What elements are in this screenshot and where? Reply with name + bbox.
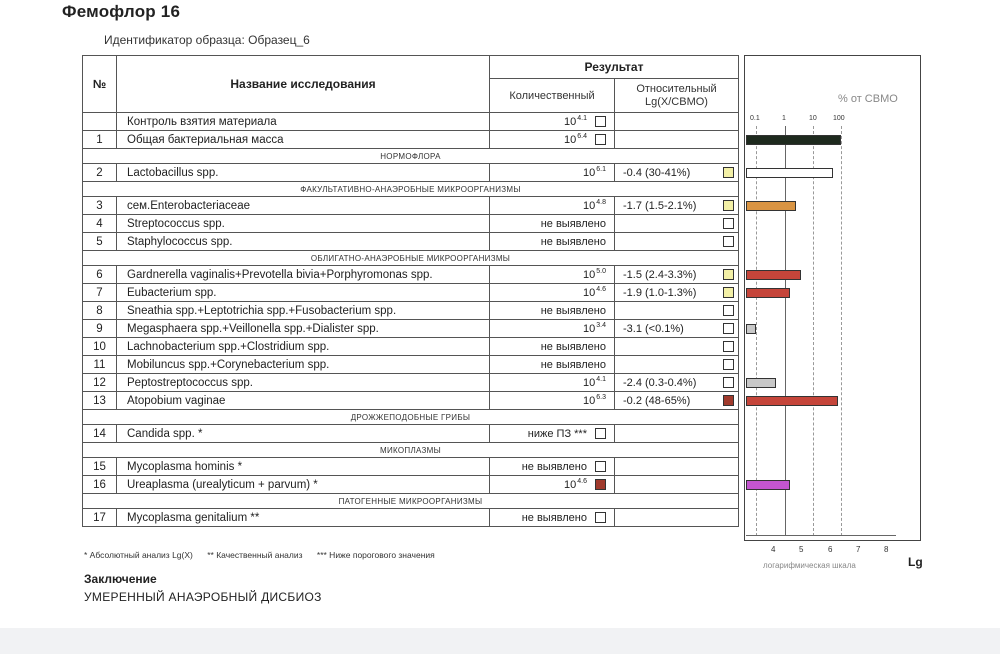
section-pathogenic: ПАТОГЕННЫЕ МИКРООРГАНИЗМЫ: [83, 494, 739, 509]
row-quantitative: не выявлено: [490, 215, 615, 233]
row-name: Atopobium vaginae: [117, 392, 490, 410]
footnotes: [84, 550, 447, 560]
row-relative: -2.4 (0.3-0.4%): [615, 374, 739, 392]
bar: [746, 324, 756, 334]
checkbox-icon: [595, 134, 606, 145]
row-relative: [615, 113, 739, 131]
row-relative: -0.4 (30-41%): [615, 164, 739, 182]
bar: [746, 270, 801, 280]
yellow-marker-icon: [723, 167, 734, 178]
row-quantitative: $10^{4.8}$: [490, 197, 615, 215]
bar: [746, 288, 790, 298]
table-row: [83, 458, 739, 476]
row-number: 13: [83, 392, 117, 410]
row-relative: [615, 215, 739, 233]
x-tick: 4: [771, 545, 776, 554]
pct-tick: 1: [782, 115, 786, 122]
row-number: 10: [83, 338, 117, 356]
row-number: 3: [83, 197, 117, 215]
lg-axis-label: Lg: [908, 555, 923, 569]
section-facultative: ФАКУЛЬТАТИВНО-АНАЭРОБНЫЕ МИКРООРГАНИЗМЫ: [83, 182, 739, 197]
header-relative-line1: Относительный: [636, 82, 717, 95]
bar: [746, 201, 796, 211]
row-quantitative: ниже ПЗ ***: [490, 425, 615, 443]
row-quantitative: не выявлено: [490, 509, 615, 527]
row-name: Lactobacillus spp.: [117, 164, 490, 182]
row-name: Sneathia spp.+Leptotrichia spp.+Fusobacterium spp.: [117, 302, 490, 320]
results-table: [82, 55, 739, 527]
footnote-absolute: * Абсолютный анализ Lg(X): [84, 550, 193, 560]
yellow-marker-icon: [723, 287, 734, 298]
row-relative: [615, 509, 739, 527]
checkbox-icon: [723, 341, 734, 352]
row-name: Mobiluncus spp.+Corynebacterium spp.: [117, 356, 490, 374]
table-row: [83, 113, 739, 131]
row-relative: -0.2 (48-65%): [615, 392, 739, 410]
row-number: 16: [83, 476, 117, 494]
row-relative: [615, 131, 739, 149]
row-number: [83, 113, 117, 131]
bar: [746, 480, 790, 490]
row-number: 11: [83, 356, 117, 374]
checkbox-icon: [723, 377, 734, 388]
row-relative: [615, 476, 739, 494]
gridline: [756, 126, 757, 536]
checkbox-icon: [595, 512, 606, 523]
bottom-strip: [0, 628, 1000, 654]
table-row: [83, 284, 739, 302]
row-quantitative: не выявлено: [490, 356, 615, 374]
bar: [746, 378, 776, 388]
row-relative: [615, 338, 739, 356]
lg-graph-panel: [744, 55, 921, 541]
report-title: Фемофлор 16: [62, 2, 181, 21]
row-name: Mycoplasma genitalium **: [117, 509, 490, 527]
checkbox-icon: [595, 428, 606, 439]
row-relative: -3.1 (<0.1%): [615, 320, 739, 338]
checkbox-icon: [723, 359, 734, 370]
row-relative: -1.5 (2.4-3.3%): [615, 266, 739, 284]
header-relative-line2: Lg(X/CBMO): [645, 95, 708, 108]
row-quantitative: $10^{4.6}$: [490, 284, 615, 302]
row-name: Eubacterium spp.: [117, 284, 490, 302]
sample-identifier: Идентификатор образца: Образец_6: [104, 33, 310, 47]
row-quantitative: не выявлено: [490, 338, 615, 356]
row-number: 17: [83, 509, 117, 527]
x-tick: 5: [799, 545, 804, 554]
bar: [746, 168, 833, 178]
row-number: 2: [83, 164, 117, 182]
row-quantitative: $10^{4.1}$: [490, 113, 615, 131]
row-quantitative: $10^{4.6}$: [490, 476, 615, 494]
row-quantitative: не выявлено: [490, 233, 615, 251]
section-yeast: ДРОЖЖЕПОДОБНЫЕ ГРИБЫ: [83, 410, 739, 425]
x-tick: 8: [884, 545, 889, 554]
pct-tick: 10: [809, 115, 817, 122]
header-number: №: [83, 56, 117, 113]
table-row: [83, 392, 739, 410]
row-name: Candida spp. *: [117, 425, 490, 443]
row-name: Lachnobacterium spp.+Clostridium spp.: [117, 338, 490, 356]
table-row: [83, 425, 739, 443]
row-number: 15: [83, 458, 117, 476]
row-quantitative: $10^{4.1}$: [490, 374, 615, 392]
row-number: 9: [83, 320, 117, 338]
row-relative: [615, 302, 739, 320]
x-axis-line: [746, 535, 896, 536]
checkbox-icon: [723, 218, 734, 229]
table-row: [83, 266, 739, 284]
header-result: Результат: [490, 56, 739, 79]
row-number: 14: [83, 425, 117, 443]
table-row: [83, 302, 739, 320]
pct-tick: 0.1: [750, 115, 760, 122]
checkbox-icon: [723, 323, 734, 334]
row-relative: [615, 356, 739, 374]
checkbox-icon: [595, 461, 606, 472]
checkbox-icon: [595, 116, 606, 127]
row-number: 12: [83, 374, 117, 392]
row-name: Megasphaera spp.+Veillonella spp.+Dialister spp.: [117, 320, 490, 338]
x-tick: 6: [828, 545, 833, 554]
row-quantitative: не выявлено: [490, 302, 615, 320]
row-number: 6: [83, 266, 117, 284]
row-name: Gardnerella vaginalis+Prevotella bivia+Porphyromonas spp.: [117, 266, 490, 284]
row-number: 5: [83, 233, 117, 251]
row-relative: -1.9 (1.0-1.3%): [615, 284, 739, 302]
gridline: [785, 126, 786, 536]
table-row: [83, 476, 739, 494]
header-quantitative: Количественный: [490, 79, 615, 113]
row-relative: [615, 233, 739, 251]
table-row: [83, 320, 739, 338]
row-relative: [615, 458, 739, 476]
row-quantitative: $10^{5.0}$: [490, 266, 615, 284]
row-name: Staphylococcus spp.: [117, 233, 490, 251]
pct-tick: 100: [833, 115, 845, 122]
row-number: 1: [83, 131, 117, 149]
row-number: 7: [83, 284, 117, 302]
row-number: 8: [83, 302, 117, 320]
section-normoflora: НОРМОФЛОРА: [83, 149, 739, 164]
header-test-name: Название исследования: [117, 56, 490, 113]
section-obligate: ОБЛИГАТНО-АНАЭРОБНЫЕ МИКРООРГАНИЗМЫ: [83, 251, 739, 266]
table-row: [83, 197, 739, 215]
row-name: Общая бактериальная масса: [117, 131, 490, 149]
log-scale-label: логарифмическая шкала: [763, 561, 856, 570]
gridline: [841, 126, 842, 536]
table-row: [83, 374, 739, 392]
row-relative: [615, 425, 739, 443]
section-mycoplasma: МИКОПЛАЗМЫ: [83, 443, 739, 458]
red-marker-icon: [723, 395, 734, 406]
table-row: [83, 338, 739, 356]
row-name: Ureaplasma (urealyticum + parvum) *: [117, 476, 490, 494]
bar: [746, 396, 838, 406]
header-relative: [615, 79, 739, 113]
yellow-marker-icon: [723, 269, 734, 280]
row-relative: -1.7 (1.5-2.1%): [615, 197, 739, 215]
table-row: [83, 164, 739, 182]
bar: [746, 135, 841, 145]
table-row: [83, 131, 739, 149]
row-name: Контроль взятия материала: [117, 113, 490, 131]
row-quantitative: $10^{6.3}$: [490, 392, 615, 410]
red-marker-icon: [595, 479, 606, 490]
table-row: [83, 233, 739, 251]
row-quantitative: $10^{6.1}$: [490, 164, 615, 182]
table-row: [83, 215, 739, 233]
row-quantitative: $10^{6.4}$: [490, 131, 615, 149]
table-row: [83, 509, 739, 527]
row-name: Peptostreptococcus spp.: [117, 374, 490, 392]
checkbox-icon: [723, 305, 734, 316]
row-name: Mycoplasma hominis *: [117, 458, 490, 476]
row-quantitative: не выявлено: [490, 458, 615, 476]
x-tick: 7: [856, 545, 861, 554]
row-quantitative: $10^{3.4}$: [490, 320, 615, 338]
yellow-marker-icon: [723, 200, 734, 211]
row-name: Streptococcus spp.: [117, 215, 490, 233]
row-name: сем.Enterobacteriaceae: [117, 197, 490, 215]
conclusion-heading: Заключение: [84, 572, 157, 586]
footnote-threshold: *** Ниже порогового значения: [316, 550, 435, 560]
conclusion-text: УМЕРЕННЫЙ АНАЭРОБНЫЙ ДИСБИОЗ: [84, 590, 322, 604]
gridline: [813, 126, 814, 536]
checkbox-icon: [723, 236, 734, 247]
table-row: [83, 356, 739, 374]
row-number: 4: [83, 215, 117, 233]
graph-percent-label: % от СВМО: [838, 93, 898, 105]
footnote-qualitative: ** Качественный анализ: [207, 550, 303, 560]
